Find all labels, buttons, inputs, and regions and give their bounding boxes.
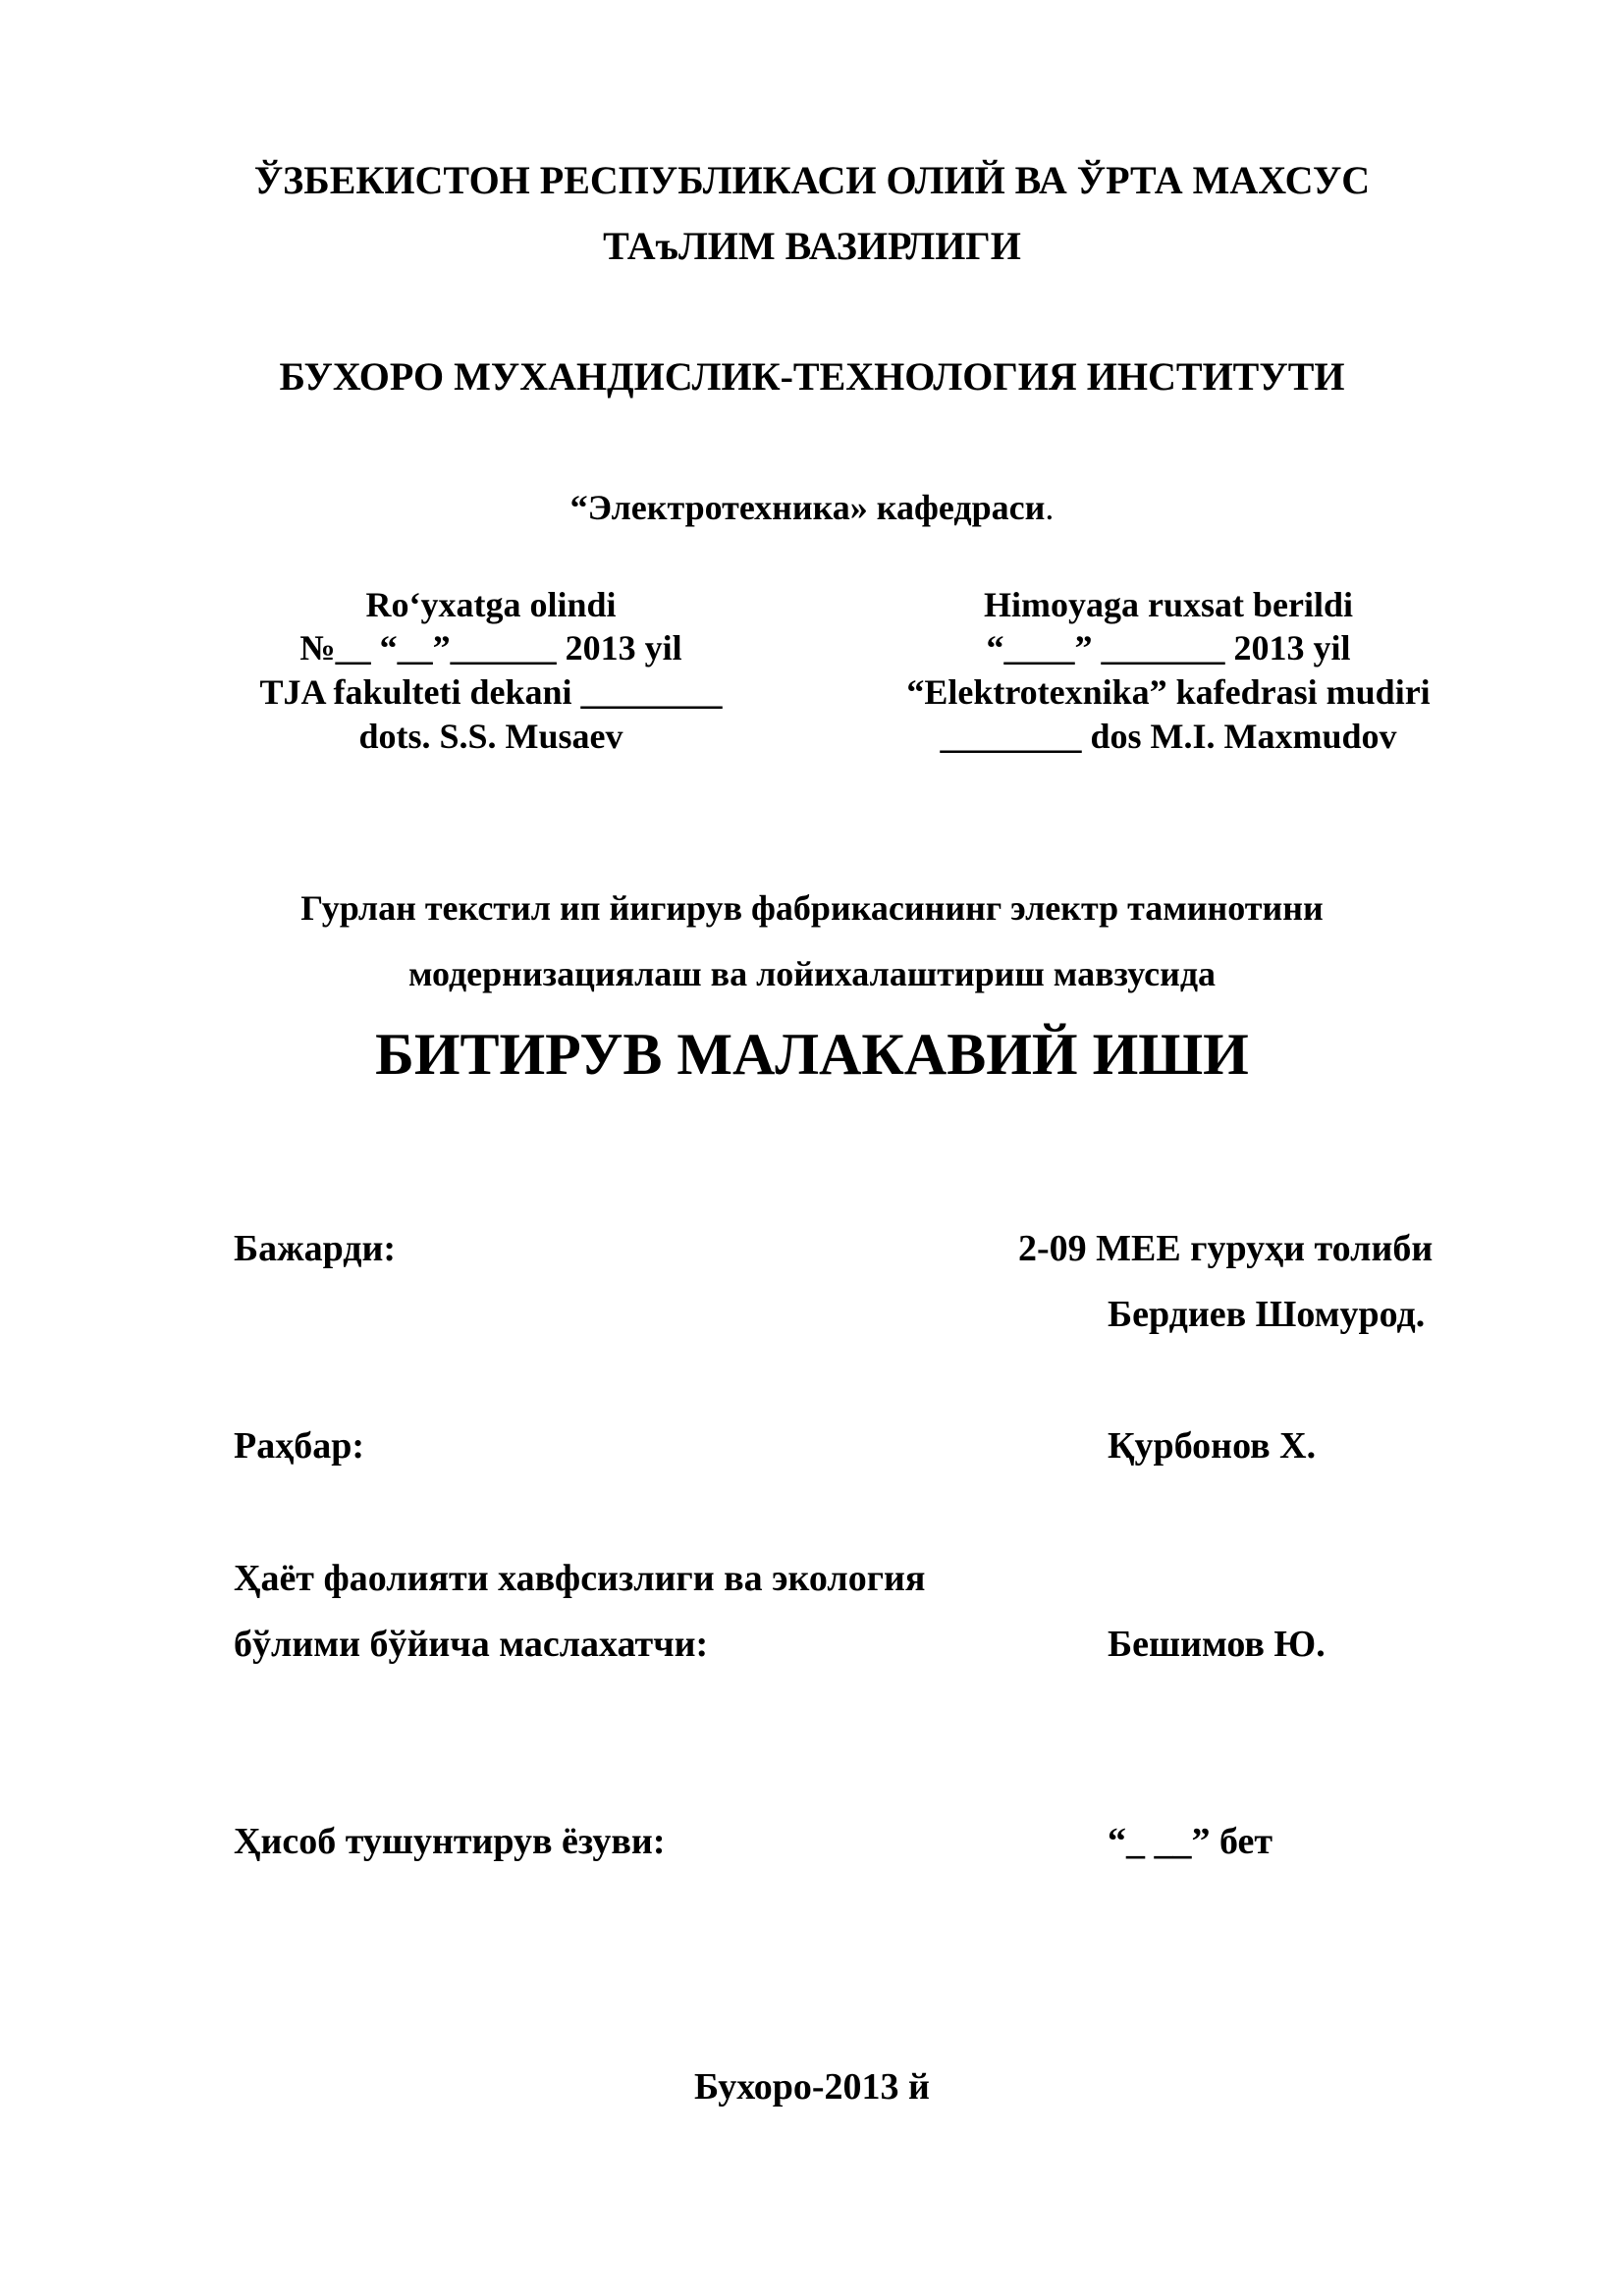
ministry-title-line1: ЎЗБЕКИСТОН РЕСПУБЛИКАСИ ОЛИЙ ВА ЎРТА МАХСУС [253,158,1371,202]
consultant-name: Бешимов Ю. [1108,1624,1326,1665]
report-label: Ҳисоб тушунтирув ёзуви: [234,1821,666,1862]
ministry-title-line2: ТАъЛИМ ВАЗИРЛИГИ [603,224,1021,268]
department-head-title: “Elektrotexnika” kafedrasi mudiri [906,672,1431,712]
department-name-text: “Электротехника» кафедраси [569,488,1046,527]
dean-name: dots. S.S. Musaev [358,717,623,756]
city-year: Бухоро-2013 й [694,2066,930,2108]
supervisor-name: Қурбонов Х. [1108,1425,1317,1467]
work-title: БИТИРУВ МАЛАКАВИЙ ИШИ [375,1022,1249,1087]
department-name-dot: . [1045,488,1055,527]
consultant-label-line1: Ҳаёт фаолияти хавфсизлиги ва экология [234,1558,926,1599]
consultant-label-line2: бўлими бўйича маслахатчи: [234,1624,709,1665]
department-name [0,490,1624,525]
institute-name: БУХОРО МУХАНДИСЛИК-ТЕХНОЛОГИЯ ИНСТИТУТИ [279,354,1345,399]
performer-group: 2-09 МЕЕ гуруҳи толиби [1018,1228,1434,1269]
defense-permission-title: Himoyaga ruxsat berildi [984,585,1353,624]
registration-number-date: №__ “__”______ 2013 yil [299,628,682,667]
topic-line2: модернизациялаш ва лойихалаштириш мавзусида [407,954,1217,993]
defense-permission-date: “____” _______ 2013 yil [986,628,1351,667]
performer-label: Бажарди: [234,1228,397,1269]
department-head-signature: ________ dos M.I. Maxmudov [940,717,1397,756]
performer-name: Бердиев Шомурод. [1108,1294,1426,1335]
supervisor-label: Раҳбар: [234,1425,364,1467]
topic-line1: Гурлан текстил ип йигирув фабрикасининг электр таминотини [300,888,1324,928]
registration-title: Ro‘yxatga olindi [365,585,617,624]
dean-signature-line: TJA fakulteti dekani ________ [259,672,723,712]
report-pages: “_ __” бет [1108,1821,1273,1862]
